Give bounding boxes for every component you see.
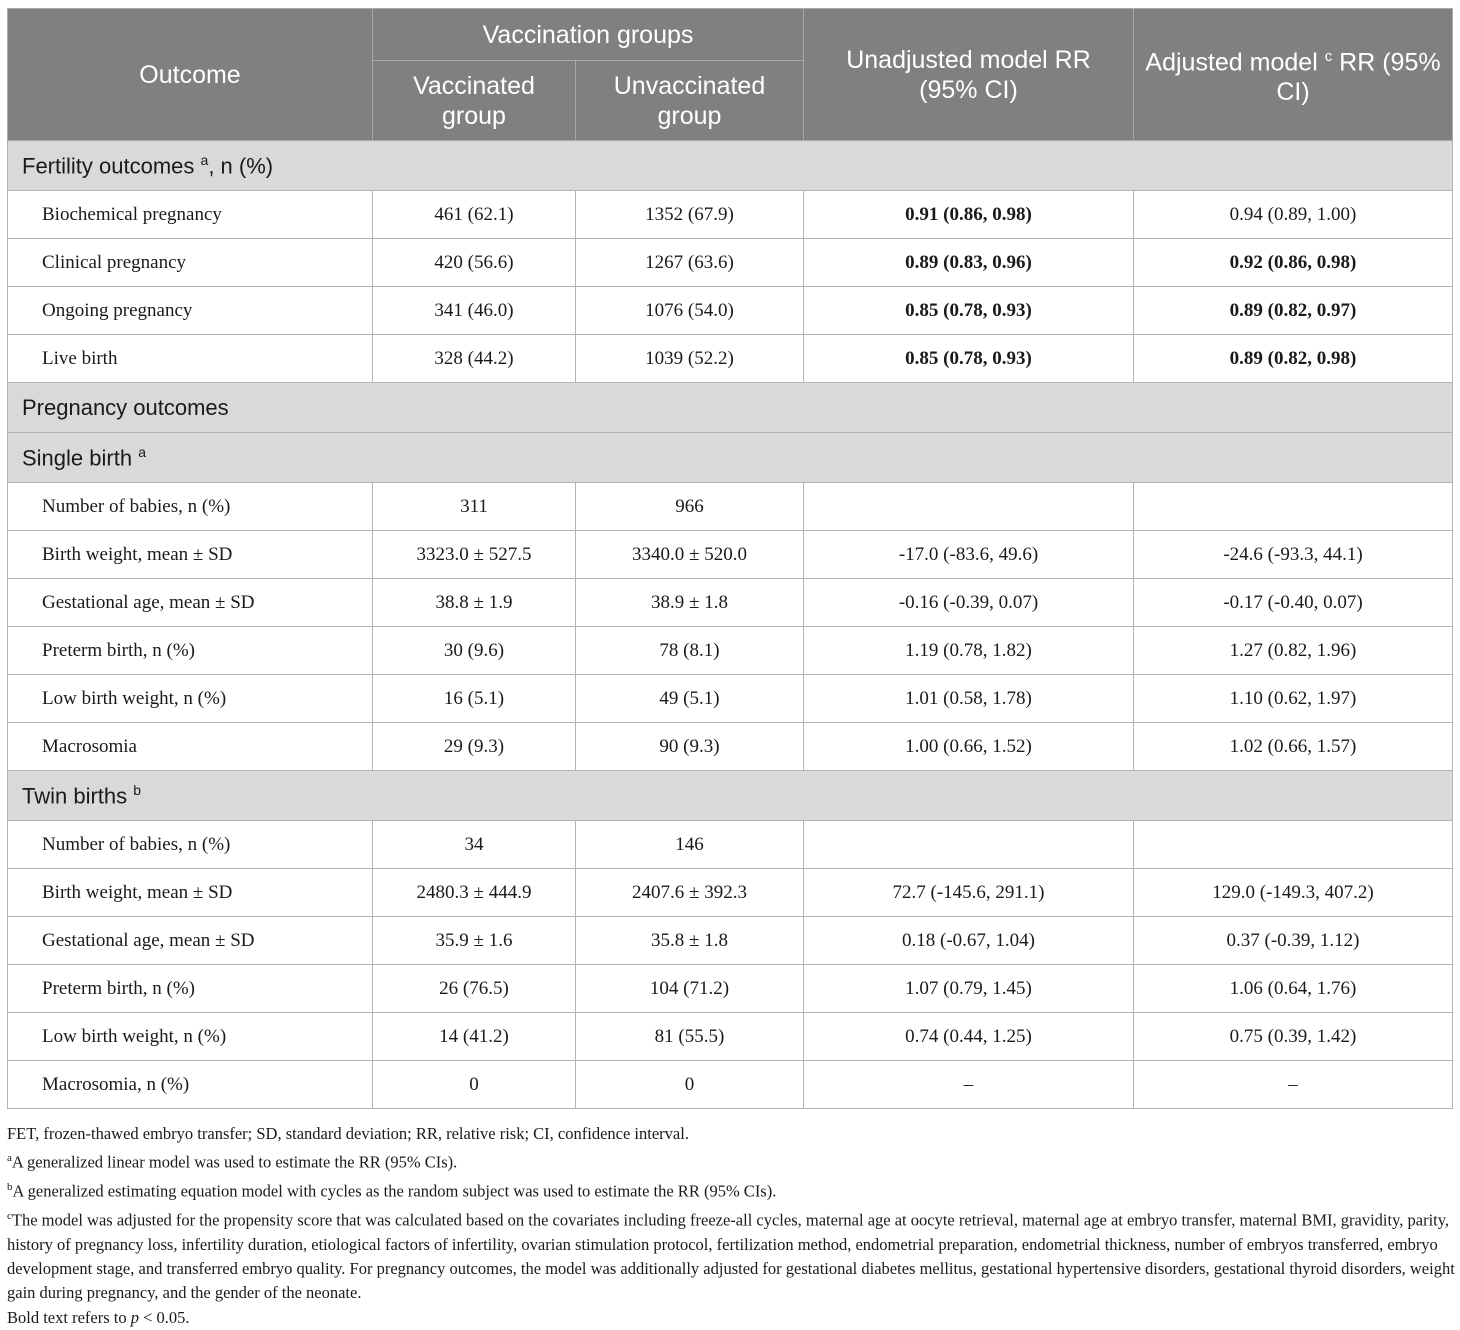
- adjusted-cell: 1.10 (0.62, 1.97): [1134, 675, 1453, 723]
- footnote-a: [7, 1146, 1457, 1175]
- unvaccinated-cell: 0: [576, 1061, 804, 1109]
- unadjusted-cell: 1.00 (0.66, 1.52): [804, 723, 1134, 771]
- outcome-cell: Birth weight, mean ± SD: [8, 869, 373, 917]
- table-row: [8, 483, 1453, 531]
- adjusted-cell: -0.17 (-0.40, 0.07): [1134, 579, 1453, 627]
- section-label-text: Single birth: [22, 445, 133, 471]
- adjusted-cell: 0.75 (0.39, 1.42): [1134, 1013, 1453, 1061]
- unvaccinated-cell: 1352 (67.9): [576, 191, 804, 239]
- table-row: [8, 579, 1453, 627]
- vaccinated-cell: 14 (41.2): [373, 1013, 576, 1061]
- footnote-bold-p: p: [130, 1307, 139, 1327]
- vaccinated-cell: 35.9 ± 1.6: [373, 917, 576, 965]
- header-vaccinated: [373, 61, 576, 141]
- outcome-cell: Preterm birth, n (%): [8, 965, 373, 1013]
- unvaccinated-cell: 3340.0 ± 520.0: [576, 531, 804, 579]
- section-suffix: , n (%): [208, 153, 274, 179]
- unvaccinated-cell: 1076 (54.0): [576, 287, 804, 335]
- section-label-text: Twin births: [22, 783, 128, 809]
- unadjusted-cell: 1.19 (0.78, 1.82): [804, 627, 1134, 675]
- unadjusted-cell: 0.85 (0.78, 0.93): [804, 335, 1134, 383]
- adjusted-cell: 1.06 (0.64, 1.76): [1134, 965, 1453, 1013]
- vaccinated-cell: 38.8 ± 1.9: [373, 579, 576, 627]
- section-label-text: Fertility outcomes: [22, 153, 195, 179]
- section-sup: b: [133, 781, 142, 798]
- outcome-cell: Gestational age, mean ± SD: [8, 579, 373, 627]
- outcome-cell: Biochemical pregnancy: [8, 191, 373, 239]
- header-outcome: Outcome: [8, 9, 373, 141]
- header-unadjusted-text: Unadjusted model RR (95% CI): [846, 45, 1091, 104]
- footnote-c-marker: c: [7, 1209, 12, 1222]
- adjusted-cell: 0.92 (0.86, 0.98): [1134, 239, 1453, 287]
- vaccinated-cell: 29 (9.3): [373, 723, 576, 771]
- vaccinated-cell: 16 (5.1): [373, 675, 576, 723]
- footnote-abbreviations: FET, frozen-thawed embryo transfer; SD, standard deviation; RR, relative risk; CI, confidence interval.: [7, 1124, 689, 1143]
- outcome-cell: Macrosomia, n (%): [8, 1061, 373, 1109]
- unvaccinated-cell: 966: [576, 483, 804, 531]
- table-row: [8, 917, 1453, 965]
- footnote-bold-threshold: < 0.05.: [143, 1307, 190, 1327]
- outcome-cell: Macrosomia: [8, 723, 373, 771]
- unadjusted-cell: -17.0 (-83.6, 49.6): [804, 531, 1134, 579]
- adjusted-cell: 1.27 (0.82, 1.96): [1134, 627, 1453, 675]
- outcome-cell: Gestational age, mean ± SD: [8, 917, 373, 965]
- vaccinated-cell: 0: [373, 1061, 576, 1109]
- outcome-cell: Number of babies, n (%): [8, 483, 373, 531]
- vaccinated-cell: 26 (76.5): [373, 965, 576, 1013]
- unadjusted-cell: [804, 483, 1134, 531]
- vaccinated-cell: 461 (62.1): [373, 191, 576, 239]
- footnote-c: [7, 1204, 1457, 1306]
- unvaccinated-cell: 2407.6 ± 392.3: [576, 869, 804, 917]
- footnote-b: [7, 1175, 1457, 1204]
- adjusted-cell: [1134, 483, 1453, 531]
- unvaccinated-cell: 78 (8.1): [576, 627, 804, 675]
- unadjusted-cell: [804, 821, 1134, 869]
- unadjusted-cell: 1.01 (0.58, 1.78): [804, 675, 1134, 723]
- unvaccinated-cell: 81 (55.5): [576, 1013, 804, 1061]
- header-adjusted-text: Adjusted model: [1145, 48, 1318, 77]
- table-row: [8, 965, 1453, 1013]
- unadjusted-cell: 0.89 (0.83, 0.96): [804, 239, 1134, 287]
- table-row: [8, 287, 1453, 335]
- unadjusted-cell: 0.91 (0.86, 0.98): [804, 191, 1134, 239]
- footnote-c-text: The model was adjusted for the propensity score that was calculated based on the covariates including freeze-all cycles, maternal age at oocyte retrieval, maternal age at embryo transfer, maternal BMI, gravidity, parity, history of pregnancy loss, infertility duration, etiological factors of infertility, ovarian stimulation protocol, fertilization method, endometrial preparation, endometrial thickness, number of embryos transferred, embryo development stage, and transferred embryo quality. For pregnancy outcomes, the model was additionally adjusted for gestational diabetes mellitus, gestational hypertensive disorders, gestational thyroid disorders, weight gain during pregnancy, and the gender of the neonate.: [7, 1210, 1455, 1303]
- section-label: [8, 771, 1453, 821]
- unvaccinated-cell: 90 (9.3): [576, 723, 804, 771]
- outcome-cell: Low birth weight, n (%): [8, 675, 373, 723]
- footnote-b-marker: b: [7, 1181, 13, 1194]
- unadjusted-cell: 0.18 (-0.67, 1.04): [804, 917, 1134, 965]
- adjusted-cell: 0.89 (0.82, 0.98): [1134, 335, 1453, 383]
- section-label: Pregnancy outcomes: [8, 383, 1453, 433]
- footnote-bold-text: Bold text refers to: [7, 1307, 127, 1327]
- header-adjusted: [1134, 9, 1453, 141]
- outcome-cell: Live birth: [8, 335, 373, 383]
- vaccinated-cell: 420 (56.6): [373, 239, 576, 287]
- section-row-single: [8, 433, 1453, 483]
- table-row: [8, 1061, 1453, 1109]
- vaccinated-cell: 328 (44.2): [373, 335, 576, 383]
- outcome-cell: Low birth weight, n (%): [8, 1013, 373, 1061]
- section-row-fertility: [8, 141, 1453, 191]
- table-row: [8, 191, 1453, 239]
- outcome-cell: Clinical pregnancy: [8, 239, 373, 287]
- vaccinated-cell: 341 (46.0): [373, 287, 576, 335]
- unvaccinated-cell: 146: [576, 821, 804, 869]
- unvaccinated-cell: 38.9 ± 1.8: [576, 579, 804, 627]
- vaccinated-cell: 2480.3 ± 444.9: [373, 869, 576, 917]
- outcome-cell: Ongoing pregnancy: [8, 287, 373, 335]
- header-unvaccinated: [576, 61, 804, 141]
- header-unvaccinated-text: Unvaccinated group: [613, 71, 766, 130]
- unadjusted-cell: 0.85 (0.78, 0.93): [804, 287, 1134, 335]
- unvaccinated-cell: 49 (5.1): [576, 675, 804, 723]
- adjusted-cell: 1.02 (0.66, 1.57): [1134, 723, 1453, 771]
- unvaccinated-cell: 35.8 ± 1.8: [576, 917, 804, 965]
- footnote-a-text: A generalized linear model was used to estimate the RR (95% CIs).: [11, 1152, 458, 1172]
- table-row: [8, 869, 1453, 917]
- table-row: [8, 723, 1453, 771]
- outcome-cell: Number of babies, n (%): [8, 821, 373, 869]
- unadjusted-cell: 72.7 (-145.6, 291.1): [804, 869, 1134, 917]
- footnote-bold: [7, 1306, 1457, 1330]
- outcome-cell: Birth weight, mean ± SD: [8, 531, 373, 579]
- adjusted-cell: -24.6 (-93.3, 44.1): [1134, 531, 1453, 579]
- adjusted-cell: 129.0 (-149.3, 407.2): [1134, 869, 1453, 917]
- table-header: [8, 9, 1453, 141]
- header-adjusted-rr: RR (95% CI): [1276, 48, 1441, 107]
- adjusted-cell: 0.37 (-0.39, 1.12): [1134, 917, 1453, 965]
- section-label: [8, 433, 1453, 483]
- results-table: [7, 8, 1453, 1109]
- vaccinated-cell: 30 (9.6): [373, 627, 576, 675]
- table-row: [8, 531, 1453, 579]
- results-table-container: [7, 8, 1452, 1109]
- table-row: [8, 335, 1453, 383]
- vaccinated-cell: 3323.0 ± 527.5: [373, 531, 576, 579]
- table-footnotes: [7, 1122, 1457, 1330]
- unvaccinated-cell: 104 (71.2): [576, 965, 804, 1013]
- vaccinated-cell: 311: [373, 483, 576, 531]
- table-row: [8, 1013, 1453, 1061]
- unadjusted-cell: 1.07 (0.79, 1.45): [804, 965, 1134, 1013]
- adjusted-cell: –: [1134, 1061, 1453, 1109]
- section-row-pregnancy: [8, 383, 1453, 433]
- header-vaccination-groups: Vaccination groups: [373, 9, 804, 61]
- table-row: [8, 675, 1453, 723]
- section-label: [8, 141, 1453, 191]
- unadjusted-cell: -0.16 (-0.39, 0.07): [804, 579, 1134, 627]
- unadjusted-cell: 0.74 (0.44, 1.25): [804, 1013, 1134, 1061]
- table-row: [8, 627, 1453, 675]
- section-sup: a: [138, 443, 146, 460]
- footnote-b-text: A generalized estimating equation model with cycles as the random subject was used to estimate the RR (95% CIs).: [12, 1181, 777, 1201]
- header-unadjusted: [804, 9, 1134, 141]
- vaccinated-cell: 34: [373, 821, 576, 869]
- header-adjusted-sup: c: [1324, 47, 1333, 65]
- section-sup: a: [200, 151, 209, 168]
- header-vaccinated-text: Vaccinated group: [413, 71, 535, 130]
- outcome-cell: Preterm birth, n (%): [8, 627, 373, 675]
- table-row: [8, 821, 1453, 869]
- table-row: [8, 239, 1453, 287]
- section-row-twin: [8, 771, 1453, 821]
- adjusted-cell: [1134, 821, 1453, 869]
- footnote-a-marker: a: [7, 1152, 12, 1165]
- adjusted-cell: 0.89 (0.82, 0.97): [1134, 287, 1453, 335]
- unadjusted-cell: –: [804, 1061, 1134, 1109]
- unvaccinated-cell: 1267 (63.6): [576, 239, 804, 287]
- unvaccinated-cell: 1039 (52.2): [576, 335, 804, 383]
- adjusted-cell: 0.94 (0.89, 1.00): [1134, 191, 1453, 239]
